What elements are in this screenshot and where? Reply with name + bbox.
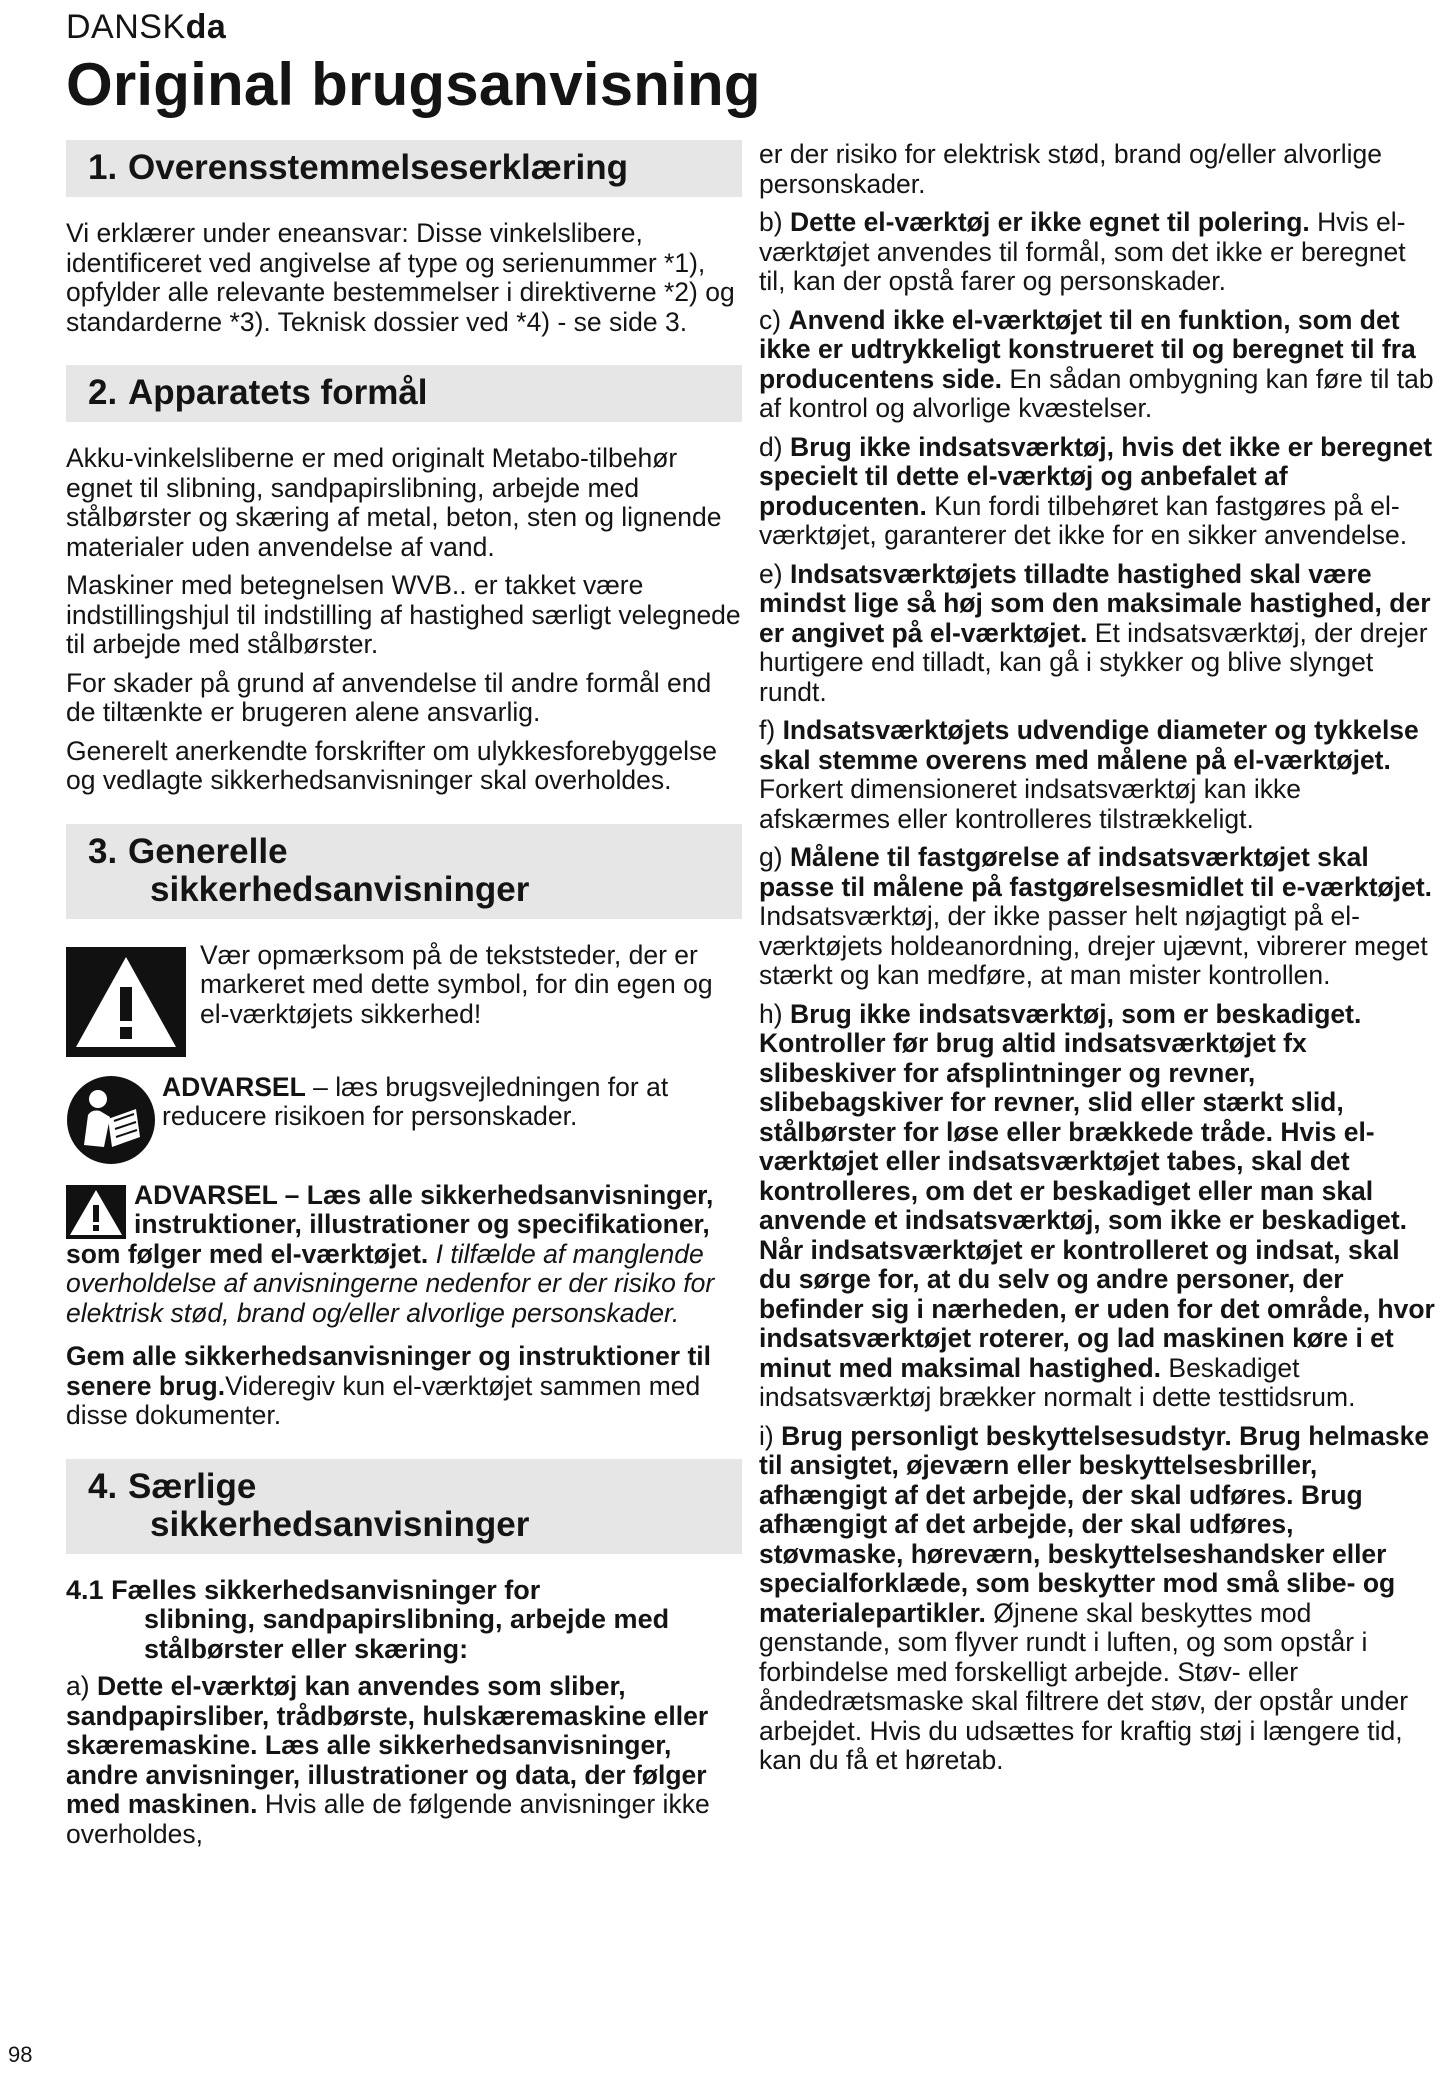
read-manual-text: ADVARSEL – læs brugsvejledningen for at reducere risikoen for personskader. [162, 1071, 669, 1131]
keep-instructions-paragraph: Gem alle sikkerhedsanvisninger og instruktioner til senere brug.Videregiv kun el-værktøjet sammen med disse dokumenter. [66, 1341, 712, 1430]
item-i: i) Brug personligt beskyttelsesudstyr. Brug helmaske til ansigtet, øjeværn eller beskyttelsesbriller, afhængigt af det arbejde, der skal udføres. Brug afhængigt af det arbejde, der skal udføres, støvmaske, høreværn, beskyttelseshandsker eller specialforklæde, som beskytter mod små slibe- og materialepartikler. Øjnene skal beskyttes mod genstande, som flyver rundt i luften, og som opstår i forbindelse med forskelligt arbejde. Støv- eller åndedrætsmaske skal filtrere det støv, der opstår under arbejdet. Hvis du udsættes for kraftig støj i længere tid, kan du få et høretab. [759, 1420, 1430, 1775]
item-h: h) Brug ikke indsatsværktøj, som er beskadiget. Kontroller før brug altid indsatsværktøjet fx slibeskiver for afsplintninger og revner, slibebagskiver for revner, slid eller stærkt slid, stålbørster for løse eller brækkede tråde. Hvis el-værktøjet eller indsatsværktøjet tabes, skal det kontrolleres, om det er beskadiget eller man skal anvende et indsatsværktøj, som ikke er beskadiget. Når indsatsværktøjet er kontrolleret og indsat, skal du sørge for, at du selv og andre personer, der befinder sig i nærheden, er uden for det område, hvor indsatsværktøjet roterer, og lad maskinen køre i et minut med maksimal hastighed. Beskadiget indsatsværktøj brækker normalt i dette testtidsrum. [759, 998, 1435, 1412]
item-d: d) Brug ikke indsatsværktøj, hvis det ikke er beregnet specielt til dette el-værktøj og anbefalet af producenten. Kun fordi tilbehøret kan fastgøres på el-værktøjet, garanterer det ikke for en sikker anvendelse. [759, 431, 1433, 550]
section-1-text: Vi erklærer under eneansvar: Disse vinkelslibere, identificeret ved angivelse af type og serienummer *1), opfylder alle relevante bestemmelser i direktiverne *2) og standarderne *3). Teknisk dossier ved *4) - se side 3. [66, 218, 735, 337]
section-2-paragraph: Maskiner med betegnelsen WVB.. er takket være indstillingshjul til indstilling af hastighed særligt velegnede til arbejde med stålbørster. [66, 570, 741, 659]
warning-triangle-icon [66, 1185, 126, 1239]
right-column [759, 140, 1435, 1785]
language-name: DANSK [66, 8, 186, 46]
item-b: b) Dette el-værktøj er ikke egnet til polering. Hvis el-værktøjet anvendes til formål, som det ikke er beregnet til, kan der opstå farer og personskader. [759, 207, 1406, 296]
section-4-heading: 4. Særlige sikkerhedsanvisninger [66, 1459, 742, 1554]
subsection-4-1-heading: 4.1 Fælles sikkerhedsanvisninger for slibning, sandpapirslibning, arbejde med stålbørster eller skæring: [66, 1574, 670, 1664]
item-f: f) Indsatsværktøjets udvendige diameter og tykkelse skal stemme overens med målene på el-værktøjet. Forkert dimensioneret indsatsværktøj kan ikke afskærmes eller kontrolleres tilstrækkeligt. [759, 715, 1419, 834]
advarsel-label: ADVARSEL [162, 1071, 306, 1102]
item-e: e) Indsatsværktøjets tilladte hastighed skal være mindst lige så høj som den maksimale hastighed, der er angivet på el-værktøjet. Et indsatsværktøj, der drejer hurtigere end tilladt, kan gå i stykker og blive slynget rundt. [759, 558, 1431, 707]
section-2-paragraph: For skader på grund af anvendelse til andre formål end de tiltænkte er brugeren alene ansvarlig. [66, 667, 712, 727]
language-code: da [185, 8, 227, 46]
section-1-heading: 1. Overensstemmelseserklæring [66, 140, 742, 197]
item-a: a) Dette el-værktøj kan anvendes som sliber, sandpapirsliber, trådbørste, hulskæremaskine eller skæremaskine. Læs alle sikkerhedsanvisninger, andre anvisninger, illustrationer og data, der følger med maskinen. Hvis alle de følgende anvisninger ikke overholdes, [66, 1671, 710, 1849]
item-c: c) Anvend ikke el-værktøjet til en funktion, som det ikke er udtrykkeligt konstrueret til og beregnet til fra producentens side. En sådan ombygning kan føre til tab af kontrol og alvorlige kvæstelser. [759, 304, 1434, 423]
left-column [66, 140, 742, 1858]
read-manual-icon [66, 1075, 156, 1165]
continued-text: er der risiko for elektrisk stød, brand og/eller alvorlige personskader. [759, 139, 1382, 199]
section-3-heading: 3. Generelle sikkerhedsanvisninger [66, 824, 742, 919]
warning-triangle-icon [66, 947, 186, 1057]
section-2-paragraph: Akku-vinkelsliberne er med originalt Metabo-tilbehør egnet til slibning, sandpapirslibning, arbejde med stålbørster og skæring af metal, beton, sten og lignende materialer uden anvendelse af vand. [66, 443, 722, 562]
read-manual-note [66, 1073, 742, 1165]
warning-symbol-text: Vær opmærksom på de tekststeder, der er markeret med dette symbol, for din egen og el-værktøjets sikkerhed! [200, 939, 713, 1029]
page-title: Original brugsanvisning [66, 51, 761, 118]
section-2-heading: 2. Apparatets formål [66, 365, 742, 422]
item-g: g) Målene til fastgørelse af indsatsværktøjet skal passe til målene på fastgørelsesmidlet til e-værktøjet. Indsatsværktøj, der ikke passer helt nøjagtigt på el-værktøjets holdeanordning, drejer ujævnt, vibrerer meget stærkt og kan medføre, at man mister kontrollen. [759, 842, 1433, 990]
warning-symbol-note [66, 941, 742, 1057]
section-2-paragraph: Generelt anerkendte forskrifter om ulykkesforebyggelse og vedlagte sikkerhedsanvisninger skal overholdes. [66, 735, 718, 795]
page-number: 98 [8, 2042, 33, 2067]
general-warning-paragraph: ADVARSEL – Læs alle sikkerhedsanvisninger, instruktioner, illustrationer og specifikationer, som følger med el-værktøjet. I tilfælde af manglende overholdelse af anvisningerne nedenfor er der risiko for elektrisk stød, brand og/eller alvorlige personskader. [66, 1179, 715, 1328]
language-header [66, 8, 226, 47]
